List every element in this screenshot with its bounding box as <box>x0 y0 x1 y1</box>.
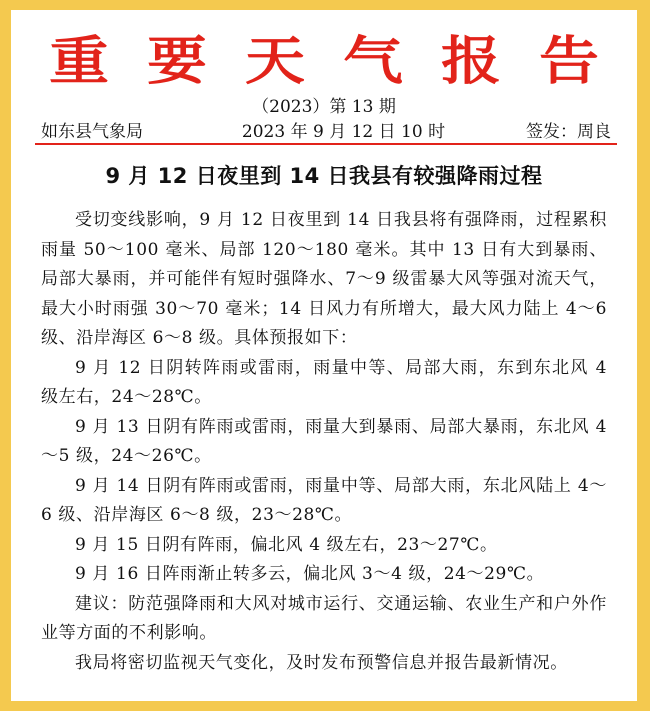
masthead-char: 报 <box>441 32 501 92</box>
forecast-day-12: 9 月 12 日阴转阵雨或雷雨，雨量中等、局部大雨，东到东北风 4 级左右，24～28℃。 <box>41 357 607 407</box>
masthead-char: 气 <box>343 32 403 92</box>
meta-row <box>41 117 611 142</box>
masthead-char: 天 <box>245 32 305 92</box>
forecast-day-14: 9 月 14 日阴有阵雨或雷雨，雨量中等、局部大雨，东北风陆上 4～6 级、沿岸海区 6～8 级，23～28℃。 <box>41 475 607 525</box>
report-body <box>41 206 607 678</box>
header-divider <box>35 143 617 145</box>
masthead-char: 重 <box>49 32 109 92</box>
signer: 签发：周良 <box>525 122 611 142</box>
masthead-char: 告 <box>539 32 599 92</box>
issue-number: （2023）第 13 期 <box>252 97 396 117</box>
issue-date: 2023 年 9 月 12 日 10 时 <box>241 122 446 142</box>
weather-report-page <box>11 10 637 701</box>
masthead-title <box>11 32 637 92</box>
paragraph-intro: 受切变线影响，9 月 12 日夜里到 14 日我县将有强降雨，过程累积雨量 50～100 毫米、局部 120～180 毫米。其中 13 日有大到暴雨、局部大暴雨，并可能伴有短时强降水、7～9 级雷暴大风等强对流天气，最大小时雨强 30～70 毫米；14 日风力有所增大，最大风力陆上 4～6 级、沿岸海区 6～8 级。具体预报如下： <box>41 210 607 348</box>
masthead-char: 要 <box>147 32 207 92</box>
forecast-day-15: 9 月 15 日阴有阵雨，偏北风 4 级左右，23～27℃。 <box>75 534 498 555</box>
report-headline: 9 月 12 日夜里到 14 日我县有较强降雨过程 <box>105 164 543 188</box>
forecast-day-16: 9 月 16 日阵雨渐止转多云，偏北风 3～4 级，24～29℃。 <box>75 564 545 584</box>
forecast-day-13: 9 月 13 日阴有阵雨或雷雨，雨量大到暴雨、局部大暴雨，东北风 4～5 级，24～26℃。 <box>41 416 607 466</box>
paragraph-closing: 我局将密切监视天气变化，及时发布预警信息并报告最新情况。 <box>75 652 568 673</box>
agency-name: 如东县气象局 <box>41 122 143 142</box>
paragraph-advice: 建议：防范强降雨和大风对城市运行、交通运输、农业生产和户外作业等方面的不利影响。 <box>41 593 607 643</box>
